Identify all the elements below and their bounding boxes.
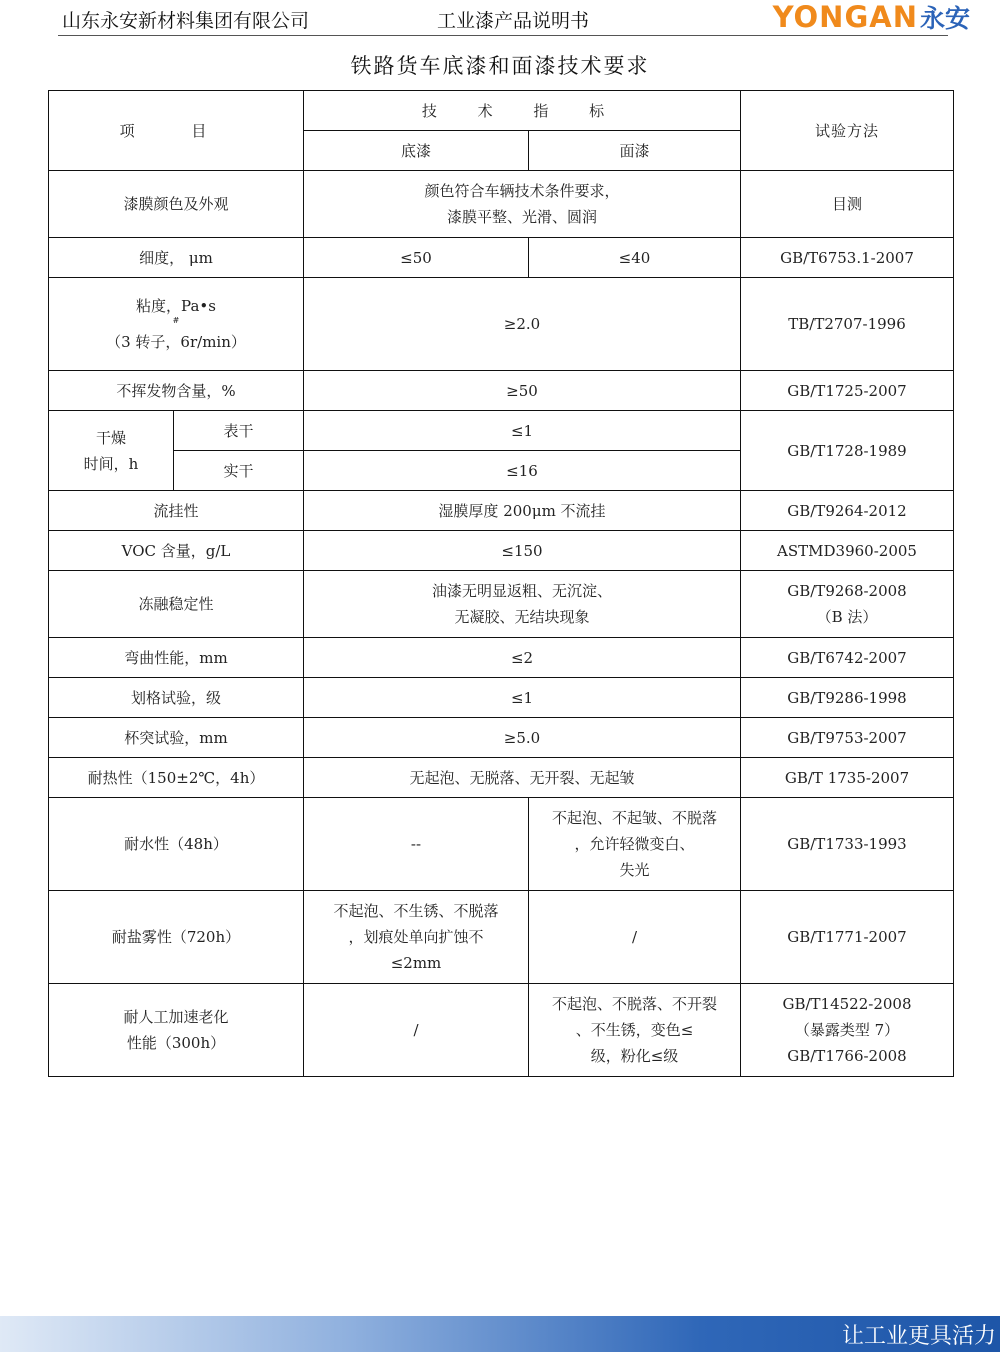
row-method: GB/T9753-2007: [741, 718, 954, 758]
superscript-mark: #: [172, 316, 180, 325]
row-method: GB/T1728-1989: [741, 411, 954, 491]
row-primer-value: 不起泡、不生锈、不脱落 ，划痕处单向扩蚀不 ≤2mm: [304, 891, 529, 984]
row-topcoat-value: 不起泡、不起皱、不脱落 ，允许轻微变白、 失光: [529, 798, 741, 891]
table-row: [49, 411, 954, 451]
table-row: [49, 891, 954, 984]
row-item: 杯突试验，mm: [49, 718, 304, 758]
row-item: 不挥发物含量，%: [49, 371, 304, 411]
row-method: GB/T1725-2007: [741, 371, 954, 411]
row-value: 油漆无明显返粗、无沉淀、 无凝胶、无结块现象: [304, 571, 741, 638]
row-value: 无起泡、无脱落、无开裂、无起皱: [304, 758, 741, 798]
row-method: GB/T6753.1-2007: [741, 238, 954, 278]
row-primer-value: ≤50: [304, 238, 529, 278]
row-item: 细度， μm: [49, 238, 304, 278]
header-indicator: 技 术 指 标: [304, 91, 741, 131]
table-row: [49, 678, 954, 718]
row-primer-value: /: [304, 984, 529, 1077]
row-topcoat-value: 不起泡、不脱落、不开裂 、不生锈，变色≤ 级，粉化≤级: [529, 984, 741, 1077]
document-type: 工业漆产品说明书: [437, 10, 590, 32]
row-value: ≥50: [304, 371, 741, 411]
table-row: [49, 638, 954, 678]
row-value: ≥2.0: [304, 278, 741, 371]
table-row: [49, 984, 954, 1077]
row-value: ≤1: [304, 678, 741, 718]
row-method: GB/T14522-2008 （暴露类型 7） GB/T1766-2008: [741, 984, 954, 1077]
row-method: GB/T6742-2007: [741, 638, 954, 678]
header-divider: [58, 35, 948, 36]
row-primer-value: --: [304, 798, 529, 891]
row-item: 冻融稳定性: [49, 571, 304, 638]
row-method: GB/T9264-2012: [741, 491, 954, 531]
row-method: TB/T2707-1996: [741, 278, 954, 371]
row-value: ≤150: [304, 531, 741, 571]
row-item: 漆膜颜色及外观: [49, 171, 304, 238]
header-method: 试验方法: [741, 91, 954, 171]
row-item: 耐盐雾性（720h）: [49, 891, 304, 984]
row-method: GB/T 1735-2007: [741, 758, 954, 798]
table-row: [49, 491, 954, 531]
table-row: [49, 531, 954, 571]
row-item: VOC 含量，g/L: [49, 531, 304, 571]
row-item: 流挂性: [49, 491, 304, 531]
row-item: 耐水性（48h）: [49, 798, 304, 891]
page-header: [0, 0, 1000, 40]
row-value: ≤2: [304, 638, 741, 678]
page-title: 铁路货车底漆和面漆技术要求: [350, 54, 650, 78]
row-method: ASTMD3960-2005: [741, 531, 954, 571]
header-item: 项 目: [49, 91, 304, 171]
drying-hard-value: ≤16: [304, 451, 741, 491]
table-row: [49, 798, 954, 891]
header-topcoat: 面漆: [529, 131, 741, 171]
row-method: 目测: [741, 171, 954, 238]
drying-group-label: 干燥 时间，h: [49, 411, 174, 491]
table-row: [49, 278, 954, 371]
footer-bar: [0, 1316, 1000, 1352]
header-primer: 底漆: [304, 131, 529, 171]
table-row: [49, 571, 954, 638]
table-header-row: [49, 91, 954, 131]
row-value: ≥5.0: [304, 718, 741, 758]
row-method: GB/T9286-1998: [741, 678, 954, 718]
company-name: 山东永安新材料集团有限公司: [62, 10, 310, 32]
logo-wordmark: YONGAN: [772, 0, 918, 34]
row-item: 耐热性（150±2℃，4h）: [49, 758, 304, 798]
brand-logo: [773, 0, 970, 34]
footer-slogan: 让工业更具活力: [841, 1324, 996, 1349]
row-item: 耐人工加速老化 性能（300h）: [49, 984, 304, 1077]
drying-surface-label: 表干: [174, 411, 304, 451]
spec-table: [48, 90, 954, 1077]
row-item: 划格试验，级: [49, 678, 304, 718]
row-item: 弯曲性能，mm: [49, 638, 304, 678]
drying-surface-value: ≤1: [304, 411, 741, 451]
row-item: 粘度，Pa•s # （3 转子，6r/min）: [49, 278, 304, 371]
row-method: GB/T1771-2007: [741, 891, 954, 984]
drying-hard-label: 实干: [174, 451, 304, 491]
row-method: GB/T9268-2008 （B 法）: [741, 571, 954, 638]
table-row: [49, 371, 954, 411]
row-method: GB/T1733-1993: [741, 798, 954, 891]
table-row: [49, 758, 954, 798]
logo-chinese: 永安: [919, 4, 970, 33]
table-row: [49, 238, 954, 278]
row-value: 湿膜厚度 200μm 不流挂: [304, 491, 741, 531]
table-row: [49, 718, 954, 758]
row-topcoat-value: /: [529, 891, 741, 984]
table-row: [49, 171, 954, 238]
row-topcoat-value: ≤40: [529, 238, 741, 278]
row-value: 颜色符合车辆技术条件要求， 漆膜平整、光滑、圆润: [304, 171, 741, 238]
